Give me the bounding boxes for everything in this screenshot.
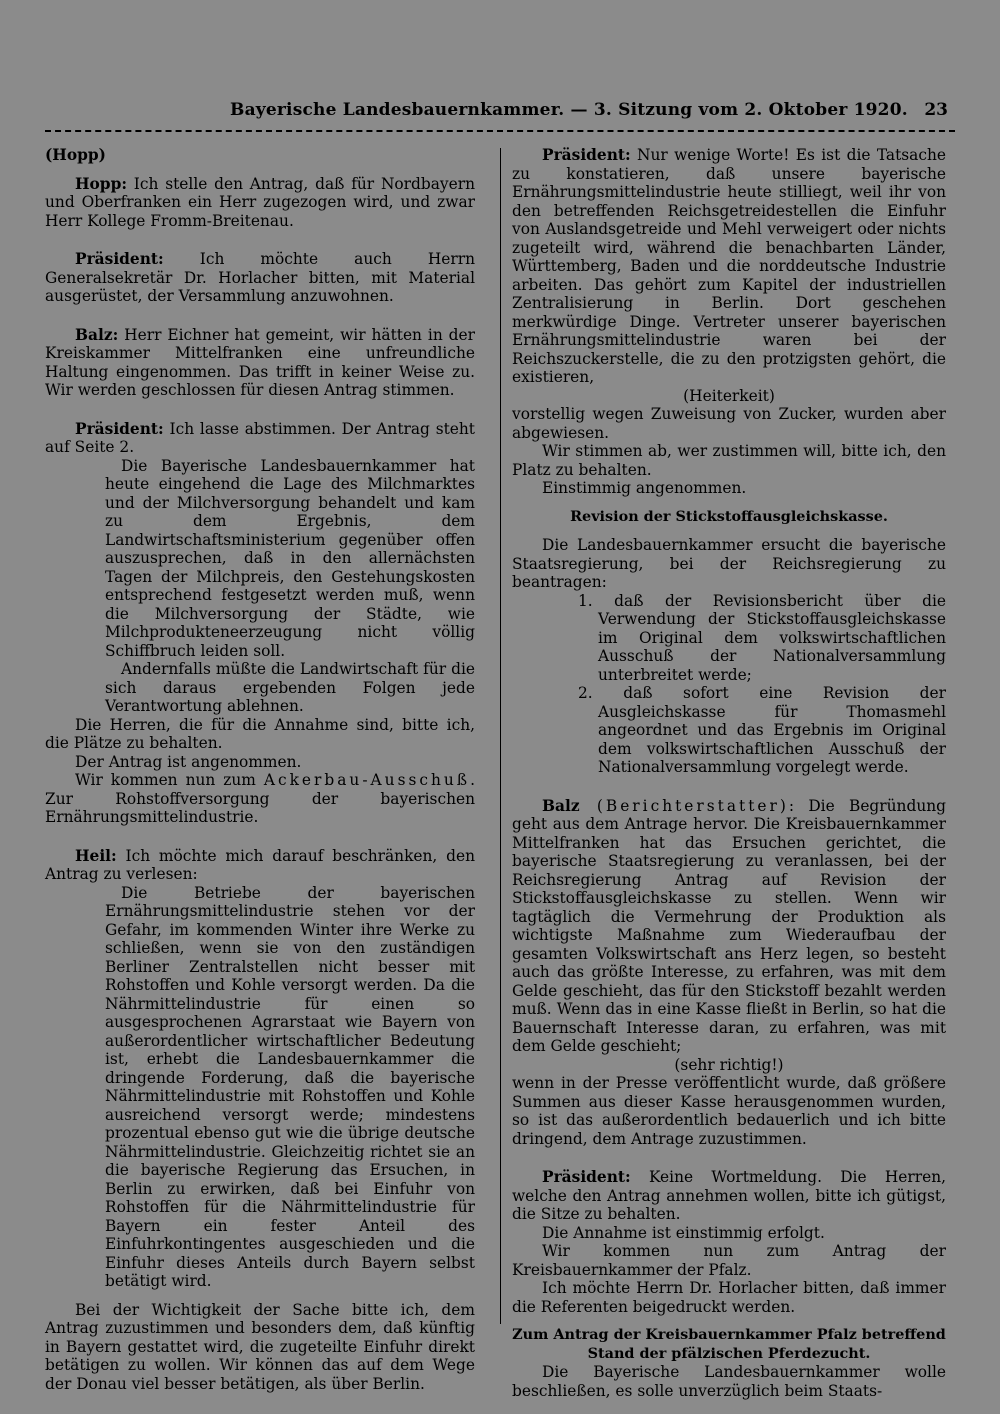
paragraph [45,771,475,827]
motion-text: Die Betriebe der bayerischen Ernährungsmittelindustrie stehen vor der Gefahr, im kommenden Winter ihre Werke zu schließen, wenn sie von den zuständigen Berliner Zentralstellen nicht besser mit Rohstoffen und Kohle versorgt werden. Da die Nährmittelindustrie für einen so ausgesprochenen Agrarstaat wie Bayern von außerordentlicher wirtschaftlicher Bedeutung ist, erhebt die Landesbauernkammer die dringende Forderung, daß die bayerische Nährmittelindustrie mit Rohstoffen und Kohle ausreichend versorgt werde; mindestens prozentual ebenso gut wie die übrige deutsche Nährmittelindustrie. Gleichzeitig richtet sie an die bayerische Regierung das Ersuchen, in Berlin zu erwirken, daß bei Einfuhr von Rohstoffen für die Nährmittelindustrie für Bayern ein fester Anteil des Einfuhrkontingentes ausgeschieden und die Einfuhr dieses Anteils durch Bayern selbst betätigt wird. [105,883,475,1290]
paragraph: Ich möchte Herrn Dr. Horlacher bitten, daß immer die Referenten beigedruckt werden. [512,1279,946,1316]
speaker-name: Balz [542,796,580,815]
speaker-name: Heil: [75,846,117,865]
speaker-role: (Berichterstatter) [579,796,789,815]
paragraph: Die Herren, die für die Annahme sind, bitte ich, die Plätze zu behalten. [45,715,475,752]
paragraph-text: Herr Eichner hat gemeint, wir hätten in der Kreiskammer Mittelfranken eine unfreundliche Haltung eingenommen. Das trifft in keiner Weise zu. Wir werden geschlossen für diesen Antrag stimmen. [45,325,475,399]
list-item: 1. daß der Revisionsbericht über die Verwendung der Stickstoffausgleichskasse im Original dem volkswirtschaftlichen Ausschuß der Nationalversammlung unterbreitet werde; [578,591,946,684]
paragraph-text: : Die Begründung geht aus dem Antrage hervor. Die Kreisbauernkammer Mittelfranken hat das Ersuchen gerichtet, die bayerische Staatsregierung zu veranlassen, bei der Reichsregierung Antrag auf Revision der Stickstoffausgleichskasse zu stellen. Wenn wir tagtäglich die Vermehrung der Produktion als wichtigste Maßnahme zum Wiederaufbau der gesamten Volkswirtschaft ans Herz legen, so besteht auch das größte Interesse, zu erfahren, was mit dem Gelde geschieht, das für den Stickstoff bezahlt werden muß. Wenn das in eine Kasse fließt in Berlin, so hat die Bauernschaft Interesse daran, zu erfahren, was mit dem Gelde geschieht; [512,796,946,1055]
interjection: (sehr richtig!) [674,1055,784,1074]
paragraph [512,1168,946,1224]
paragraph: Einstimmig angenommen. [542,479,747,497]
paragraph-text: Ich möchte auch Herrn Generalsekretär Dr. Horlacher bitten, mit Material ausgerüstet, der Versammlung anzuwohnen. [45,250,475,305]
paragraph: wenn in der Presse veröffentlicht wurde, daß größere Summen aus dieser Kasse herausgenommen wurden, so ist das außerordentlich bedauerlich und ich bitte dringend, dem Antrage zuzustimmen. [512,1074,946,1148]
motion-text: Andernfalls müßte die Landwirtschaft für die sich daraus ergebenden Folgen jede Verantwortung ablehnen. [105,660,475,715]
paragraph: Die Landesbauernkammer ersucht die bayerische Staatsregierung, bei der Reichsregierung zu beantragen: [512,536,946,591]
section-heading: Revision der Stickstoffausgleichskasse. [570,507,888,525]
paragraph-text: Nur wenige Worte! Es ist die Tatsache zu konstatieren, daß unsere bayerische Ernährungsmittelindustrie heute stilliegt, weil ihr von den betreffenden Reichsgetreidestellen die Einfuhr von Auslandsgetreide und Mehl verweigert oder nichts zugeteilt wird, während die benachbarten Länder, Württemberg, Baden und die norddeutsche Industrie arbeiten. Das gehört zum Kapitel der industriellen Zentralisierung in Berlin. Dort geschehen merkwürdige Dinge. Vertreter unserer bayerischen Ernährungsmittelindustrie waren bei der Reichszuckerstelle, die zu den protzigsten gehört, die existieren, [512,146,946,386]
speaker-continuation: (Hopp) [45,146,106,164]
paragraph [512,797,946,1056]
page-number: 23 [924,100,948,120]
paragraph: Die Bayerische Landesbauernkammer wolle beschließen, es solle unverzüglich beim Staats- [512,1363,946,1400]
paragraph: Die Annahme ist einstimmig erfolgt. [542,1223,825,1242]
left-column [45,146,475,1393]
paragraph [45,420,475,457]
paragraph-text: Wir kommen nun zum [75,771,264,789]
paragraph: vorstellig wegen Zuweisung von Zucker, wurden aber abgewiesen. [512,405,946,442]
paragraph: Der Antrag ist angenommen. [75,752,302,771]
motion-text: Die Bayerische Landesbauernkammer hat heute eingehend die Lage des Milchmarktes und der Milchversorgung behandelt und kam zu dem Ergebnis, dem Landwirtschaftsministerium gegenüber offen auszusprechen, daß in den allernächsten Tagen der Milchpreis, den Gestehungskosten entsprechend festgesetzt werden muß, wenn die Milchversorgung der Städte, wie Milchprodukteneerzeugung nicht völlig Schiffbruch leiden soll. [105,456,475,660]
paragraph [45,847,475,884]
paragraph-text: Ich lasse abstimmen. Der Antrag steht auf Seite 2. [45,419,475,456]
paragraph: Wir kommen nun zum Antrag der Kreisbauernkammer der Pfalz. [512,1242,946,1279]
paragraph [512,146,946,387]
speaker-name: Präsident: [542,146,631,164]
running-header: Bayerische Landesbauernkammer. — 3. Sitzung vom 2. Oktober 1920. [230,100,908,120]
column-divider [500,148,501,1324]
paragraph-text: Ich möchte mich darauf beschränken, den Antrag zu verlesen: [45,846,475,883]
committee-name: Ackerbau-Ausschuß [263,771,471,789]
speaker-name: Präsident: [75,419,164,438]
speaker-name: Balz: [75,325,119,344]
paragraph-text: Keine Wortmeldung. Die Herren, welche den Antrag annehmen wollen, bitte ich gütigst, die Sitze zu behalten. [512,1168,946,1223]
paragraph [45,250,475,306]
speaker-name: Hopp: [75,174,128,193]
speaker-name: Präsident: [75,250,164,268]
interjection: (Heiterkeit) [683,386,775,405]
header-rule [45,130,955,132]
list-item: 2. daß sofort eine Revision der Ausgleichskasse für Thomasmehl angeordnet und das Ergebnis im Original dem volkswirtschaftlichen Ausschuß der Nationalversammlung vorgelegt werde. [578,684,946,776]
section-heading: Zum Antrag der Kreisbauernkammer Pfalz betreffend Stand der pfälzischen Pferdezucht. [512,1326,946,1362]
paragraph [45,175,475,231]
speaker-name: Präsident: [542,1168,631,1186]
paragraph: Wir stimmen ab, wer zustimmen will, bitte ich, den Platz zu behalten. [512,442,946,479]
paragraph-text: Ich stelle den Antrag, daß für Nordbayern und Oberfranken ein Herr zugezogen wird, und zwar Herr Kollege Fromm-Breitenau. [45,174,475,230]
paragraph: Bei der Wichtigkeit der Sache bitte ich, dem Antrag zuzustimmen und besonders dem, daß künftig in Bayern gestattet wird, die zugeteilte Einfuhr direkt betätigen zu wollen. Wir können das auf dem Wege der Donau viel besser betätigen, als über Berlin. [45,1300,475,1393]
right-column [512,146,946,1400]
paragraph-text: . Zur Rohstoffversorgung der bayerischen Ernährungsmittelindustrie. [45,771,475,826]
paragraph [45,326,475,400]
